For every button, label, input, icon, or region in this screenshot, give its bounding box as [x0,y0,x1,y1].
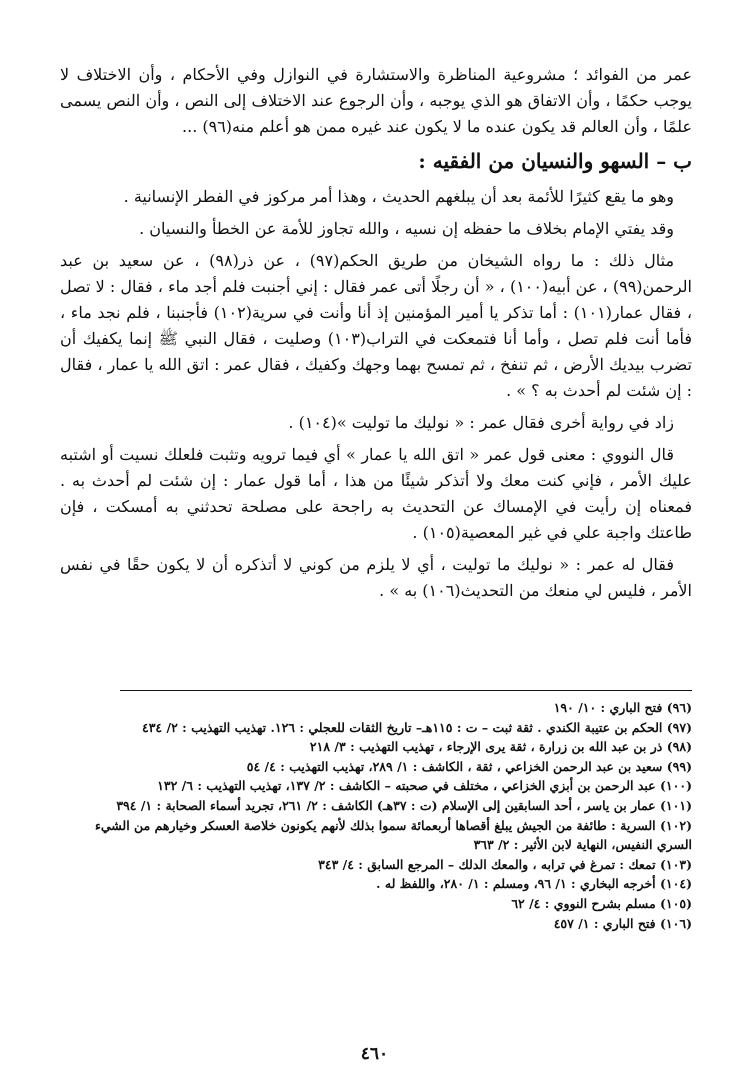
paragraph-4: مثال ذلك : ما رواه الشيخان من طريق الحكم(٩٧) ، عن ذر(٩٨) ، عن سعيد بن عبد الرحمن(٩٩) ، عن أبيه(١٠٠) ، « أن رجلًا أتى عمر فقال : إني أجنبت فلم أجد ماء ، فقال : لا تصل ، فقال عمار(١٠١) : أما تذكر يا أمير المؤمنين إذ أنا وأنت في سرية(١٠٢) فأجنبنا ، فلم نجد ماء ، فأما أنت فلم تصل ، وأما أنا فتمعكت في التراب(١٠٣) وصليت ، فقال النبي ﷺ إنما يكفيك أن تضرب بيديك الأرض ، ثم تنفخ ، ثم تمسح بهما وجهك وكفيك ، فقال عمر : اتق الله يا عمار ، فقال : إن شئت لم أحدث به ؟ » . [60,251,693,400]
footnote-105: (١٠٥) مسلم بشرح النووي : ٤/ ٦٢ [511,895,692,911]
page-number: ٤٦٠ [360,1044,389,1064]
section-heading: ب – السهو والنسيان من الفقيه : [418,149,692,173]
footnote-96: (٩٦) فتح الباري : ١٠/ ١٩٠ [553,700,692,715]
footnotes [60,698,692,933]
paragraph-6: قال النووي : معنى قول عمر « اتق الله يا عمار » أي فيما ترويه وتثبت فلعلك نسيت أو اشتبه عليك الأمر ، فإني كنت معك ولا أتذكر شيئًا من هذا ، أما قول عمار : إن شئت لم أحدث به . فمعناه إن رأيت في الإمساك عن التحديث به راجحة على مصلحة تحدثني به أمسكت ، فإن طاعتك واجبة علي في غير المعصية(١٠٥) . [60,445,693,542]
footnote-divider [120,690,692,691]
footnote-97: (٩٧) الحكم بن عتيبة الكندي . ثقة ثبت – ت : ١١٥هـ– تاريخ الثقات للعجلي : ١٢٦. تهذيب التهذيب : ٢/ ٤٣٤ [142,719,692,735]
main-text [60,62,692,610]
paragraph-7: فقال له عمر : « نوليك ما توليت ، أي لا يلزم من كوني لا أتذكره أن لا يكون حقًا في نفس الأمر ، فليس لي منعك من التحديث(١٠٦) به » . [60,555,692,600]
footnote-100: (١٠٠) عبد الرحمن بن أبزي الخزاعي ، مختلف في صحبته – الكاشف : ٢/ ١٣٧، تهذيب التهذيب : ٦/ ١٣٢ [157,778,692,794]
footnote-102: (١٠٢) السرية : طائفة من الجيش يبلغ أقصاها أربعمائة سموا بذلك لأنهم يكونون خلاصة العسكر وخيارهم من الشيء السري النفيس، النهاية لابن الأثير : ٢/ ٣٦٣ [94,817,692,853]
footnote-99: (٩٩) سعيد بن عبد الرحمن الخزاعي ، ثقة ، الكاشف : ١/ ٢٨٩، تهذيب التهذيب : ٤/ ٥٤ [246,758,692,774]
footnote-104: (١٠٤) أخرجه البخاري : ١/ ٩٦، ومسلم : ١/ ٢٨٠، واللفظ له . [376,876,692,892]
paragraph-3: وقد يفتي الإمام بخلاف ما حفظه إن نسيه ، والله تجاوز للأمة عن الخطأ والنسيان . [139,219,674,238]
footnote-106: (١٠٦) فتح الباري : ١/ ٤٥٧ [553,915,692,931]
footnote-98: (٩٨) ذر بن عبد الله بن زرارة ، ثقة يرى الإرجاء ، تهذيب التهذيب : ٣/ ٢١٨ [309,739,692,755]
footnote-101: (١٠١) عمار بن ياسر ، أحد السابقين إلى الإسلام (ت : ٣٧هـ) الكاشف : ٢/ ٢٦١، تجريد أسماء الصحابة : ١/ ٣٩٤ [116,797,692,813]
paragraph-1: عمر من الفوائد ؛ مشروعية المناظرة والاستشارة في النوازل وفي الأحكام ، وأن الاختلاف لا يوجب حكمًا ، وأن الاتفاق هو الذي يوجبه ، وأن الرجوع عند الاختلاف إلى النص ، وأن النص يسمى علمًا ، وأن العالم قد يكون عنده ما لا يكون عند غيره ممن هو أعلم منه(٩٦) ... [60,65,692,136]
paragraph-2: وهو ما يقع كثيرًا للأئمة بعد أن يبلغهم الحديث ، وهذا أمر مركوز في الفطر الإنسانية . [123,187,674,206]
footnote-103: (١٠٣) تمعك : تمرغ في ترابه ، والمعك الدلك – المرجع السابق : ٤/ ٣٤٣ [318,856,692,872]
paragraph-5: زاد في رواية أخرى فقال عمر : « نوليك ما توليت »(١٠٤) . [288,413,674,432]
